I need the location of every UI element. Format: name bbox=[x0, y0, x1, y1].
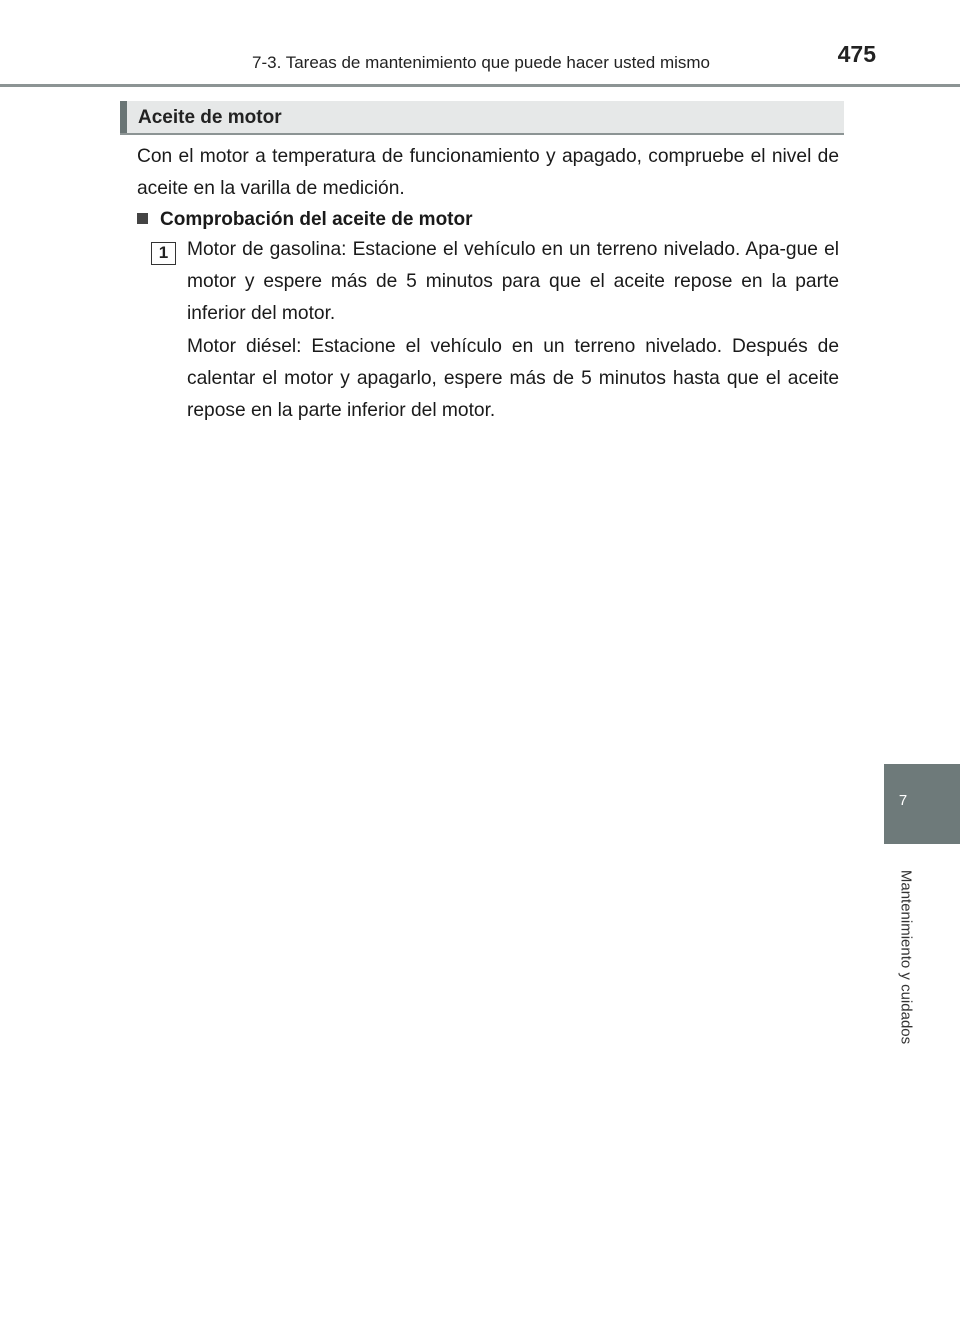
side-tab-number: 7 bbox=[898, 792, 908, 809]
subsection-title: Comprobación del aceite de motor bbox=[160, 209, 473, 230]
step-1-diesel-text: Motor diésel: Estacione el vehículo en un terreno nivelado. Después de calentar el motor y apagarlo, espere más de 5 minutos hasta que el aceite repose en la parte inferior del motor. bbox=[187, 336, 839, 421]
section-intro-text: Con el motor a temperatura de funcionamiento y apagado, compruebe el nivel de aceite en la varilla de medición. bbox=[137, 146, 839, 199]
side-chapter-label: Mantenimiento y cuidados bbox=[897, 869, 915, 1045]
page-number: 475 bbox=[837, 41, 876, 67]
section-accent-bar bbox=[120, 101, 127, 133]
chapter-side-tab bbox=[884, 764, 960, 844]
step-number-badge: 1 bbox=[151, 242, 176, 265]
square-bullet-icon bbox=[137, 213, 148, 224]
section-title: Aceite de motor bbox=[138, 107, 282, 128]
section-heading-box bbox=[120, 101, 844, 135]
page-header bbox=[0, 0, 960, 92]
header-divider bbox=[0, 84, 960, 87]
subsection-heading bbox=[137, 204, 473, 236]
chapter-title: 7-3. Tareas de mantenimiento que puede hacer usted mismo bbox=[252, 53, 711, 72]
step-1-gasoline-text: Motor de gasolina: Estacione el vehículo en un terreno nivelado. Apa-gue el motor y espere más de 5 minutos para que el aceite repose en la parte inferior del motor. bbox=[187, 239, 839, 324]
